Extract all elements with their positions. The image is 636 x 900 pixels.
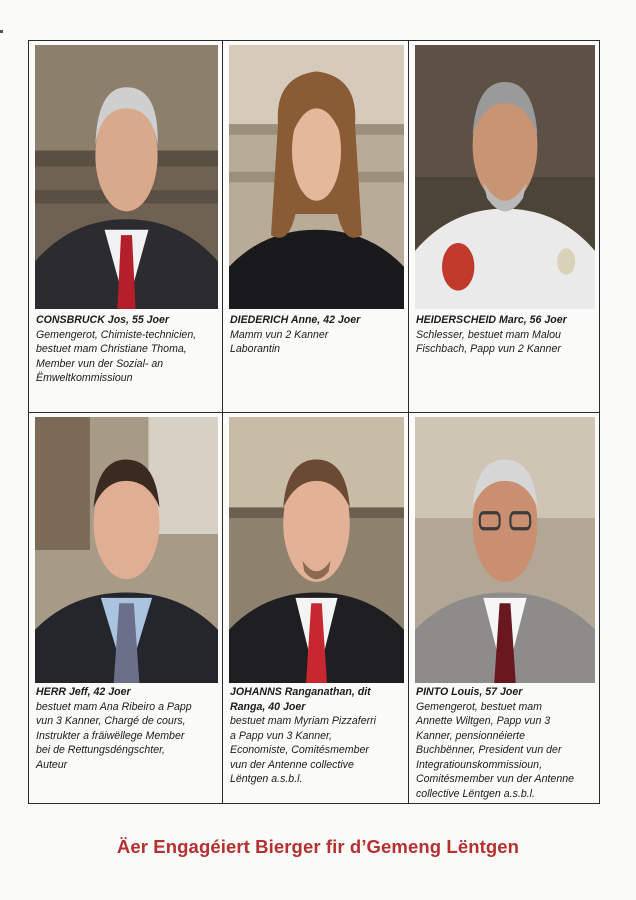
candidate-grid bbox=[28, 40, 600, 804]
candidate-photo bbox=[35, 45, 218, 309]
candidate-photo bbox=[35, 417, 218, 683]
candidate-photo bbox=[229, 45, 404, 309]
scan-mark bbox=[0, 30, 3, 33]
candidate-card bbox=[223, 41, 409, 413]
candidate-description: Mamm vun 2 Kanner Laborantin bbox=[230, 328, 329, 355]
candidate-card bbox=[223, 413, 409, 803]
page-title: Äer Engagéiert Bierger fir d’Gemeng Lëntgen bbox=[116, 836, 520, 857]
candidate-card bbox=[409, 413, 599, 803]
candidate-photo bbox=[415, 45, 595, 309]
candidate-name: JOHANNS Ranganathan, dit Ranga, 40 Joer bbox=[230, 686, 371, 713]
candidate-card bbox=[29, 413, 223, 803]
candidate-photo bbox=[229, 417, 404, 683]
candidate-photo bbox=[415, 417, 595, 683]
candidate-description: bestuet mam Myriam Pizzaferri a Papp vun 3 Kanner, Economiste, Comitésmember vun der Antenne collective Lëntgen a.s.b.l. bbox=[230, 715, 376, 785]
candidate-name: PINTO Louis, 57 Joer bbox=[416, 686, 523, 698]
candidate-name: CONSBRUCK Jos, 55 Joer bbox=[36, 314, 170, 326]
candidate-description: Schlesser, bestuet mam Malou Fischbach, Papp vun 2 Kanner bbox=[416, 328, 561, 355]
candidate-description: Gemengerot, Chimiste-technicien, bestuet mam Christiane Thoma, Member vun der Sozial- an Ëmweltkommissioun bbox=[36, 328, 197, 384]
candidate-card bbox=[29, 41, 223, 413]
candidate-name: DIEDERICH Anne, 42 Joer bbox=[230, 314, 361, 326]
candidate-description: Gemengerot, bestuet mam Annette Wiltgen, Papp vun 3 Kanner, pensionnéierte Buchbënner, President vun der Integratiounskommissioun, Comitésmember vun der Antenne collective Lëntgen a.s.b.l. bbox=[416, 700, 575, 800]
candidate-description: bestuet mam Ana Ribeiro a Papp vun 3 Kanner, Chargé de cours, Instrukter a fräiwëllege Member bei de Rettungsdéngschter, Auteur bbox=[36, 700, 192, 771]
candidate-card bbox=[409, 41, 599, 413]
candidate-name: HERR Jeff, 42 Joer bbox=[36, 686, 131, 698]
candidate-name: HEIDERSCHEID Marc, 56 Joer bbox=[416, 314, 567, 326]
